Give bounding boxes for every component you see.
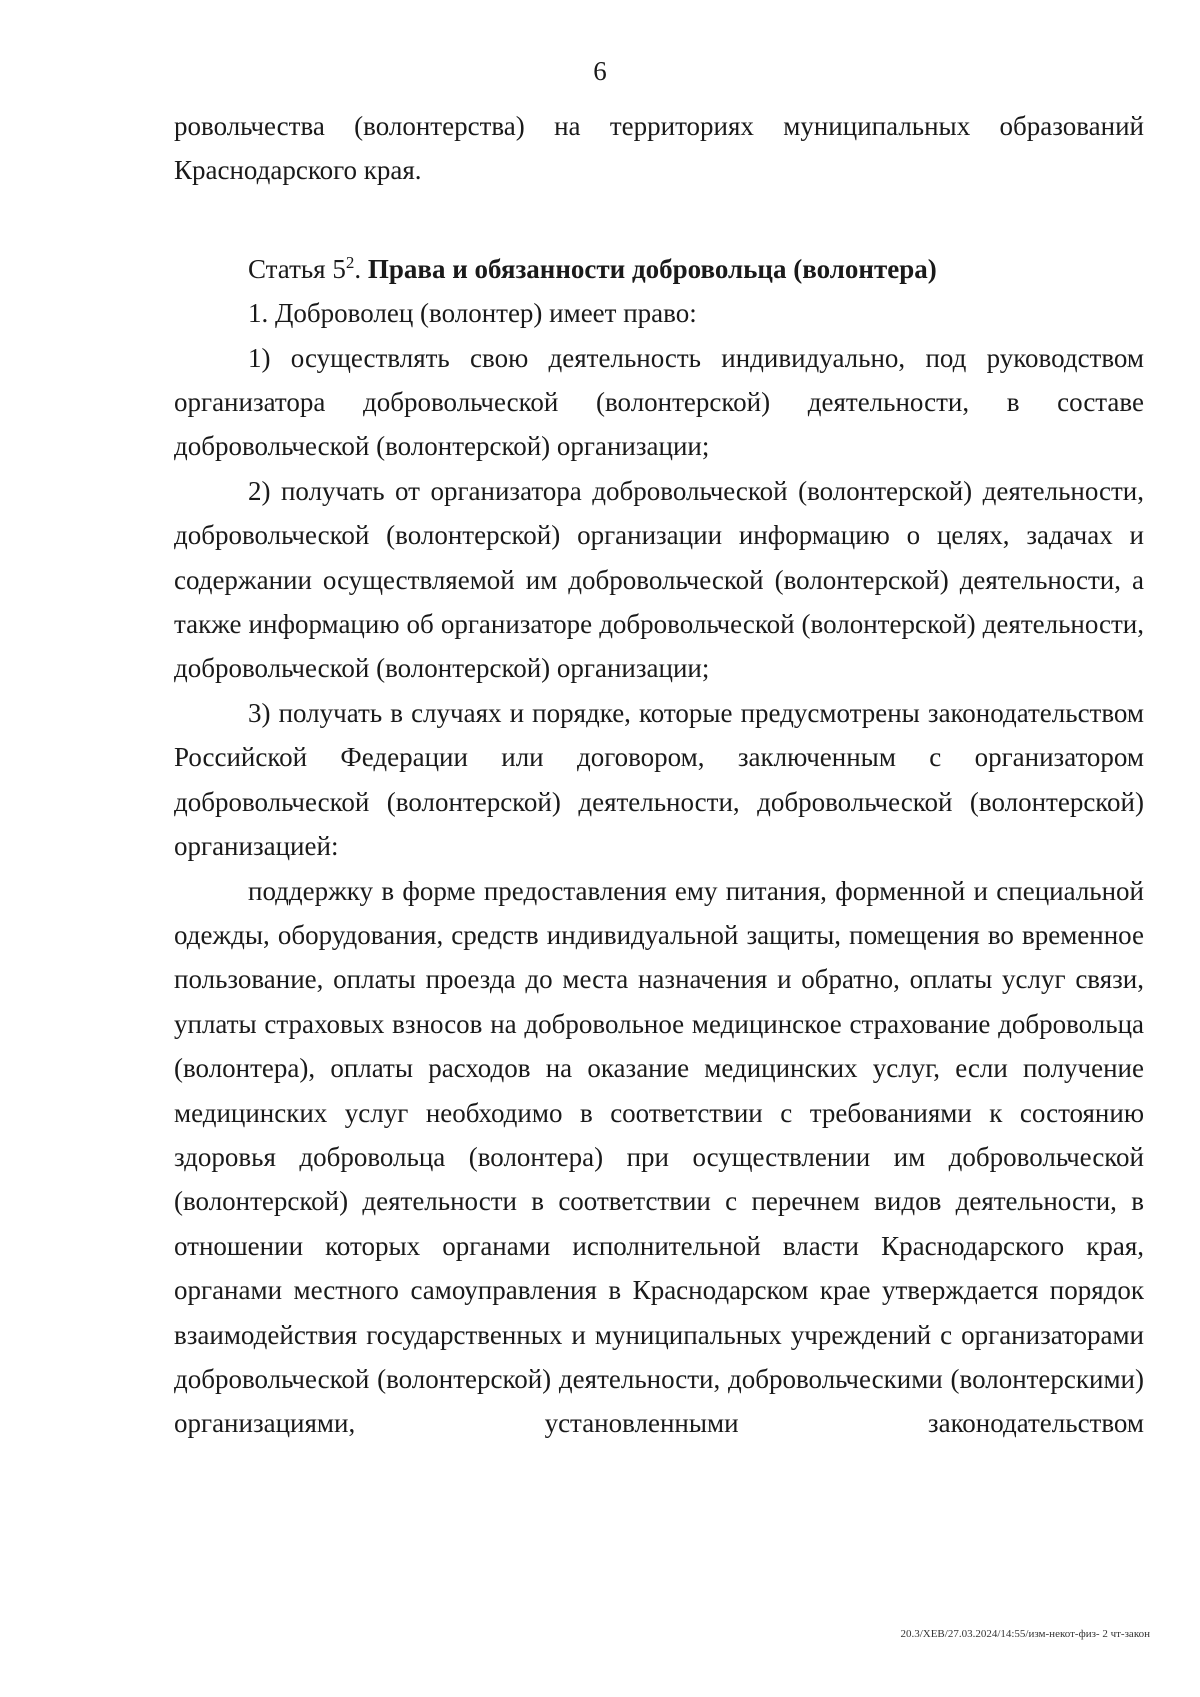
paragraph-item: поддержку в форме предоставления ему питания, форменной и специальной одежды, оборудования, средств индивидуальной защиты, помещения во временное пользование, оплаты проезда до места назначения и обратно, оплаты услуг связи, уплаты страховых взносов на добровольное медицинское страхование добровольца (волонтера), оплаты расходов на оказание медицинских услуг, если получение медицинских услуг необходимо в соответствии с требованиями к состоянию здоровья добровольца (волонтера) при осуществлении им добровольческой (волонтерской) деятельности в соответствии с перечнем видов деятельности, в отношении которых органами исполнительной власти Краснодарского края, органами местного самоуправления в Краснодарском крае утверждается порядок взаимодействия государственных и муниципальных учреждений с организаторами добровольческой (волонтерской) деятельности, добровольческими (волонтерскими) организациями, установленными законодательством xyxy=(174,875,1144,1439)
paragraph-item: 1. Доброволец (волонтер) имеет право: xyxy=(248,298,697,329)
article-title: Права и обязанности добровольца (волонтера) xyxy=(367,253,937,284)
paragraph-item: 2) получать от организатора добровольческой (волонтерской) деятельности, добровольческой (волонтерской) организации информацию о целях, задачах и содержании осуществляемой им добровольческой (волонтерской) деятельности, а также информацию об организаторе добровольческой (волонтерской) деятельности, добровольческой (волонтерской) организации; xyxy=(174,475,1144,684)
article-separator: . xyxy=(354,253,368,284)
paragraph-item: 3) получать в случаях и порядке, которые предусмотрены законодательством Российской Федерации или договором, заключенным с организатором добровольческой (волонтерской) деятельности, добровольческой (волонтерской) организацией: xyxy=(174,697,1144,862)
footer-document-code: 20.3/ХЕВ/27.03.2024/14:55/изм-некот-физ- 2 чт-закон xyxy=(900,1628,1150,1640)
article-heading xyxy=(174,247,1144,291)
article-label: Статья 5 xyxy=(248,253,346,284)
intro-paragraph: ровольчества (волонтерства) на территориях муниципальных образований Краснодарского края. xyxy=(174,111,1144,186)
paragraph-item: 1) осуществлять свою деятельность индивидуально, под руководством организатора добровольческой (волонтерской) деятельности, в составе добровольческой (волонтерской) организации; xyxy=(174,342,1144,462)
document-body xyxy=(174,104,1144,1446)
article-superscript: 2 xyxy=(345,252,355,272)
page-number: 6 xyxy=(593,56,607,86)
